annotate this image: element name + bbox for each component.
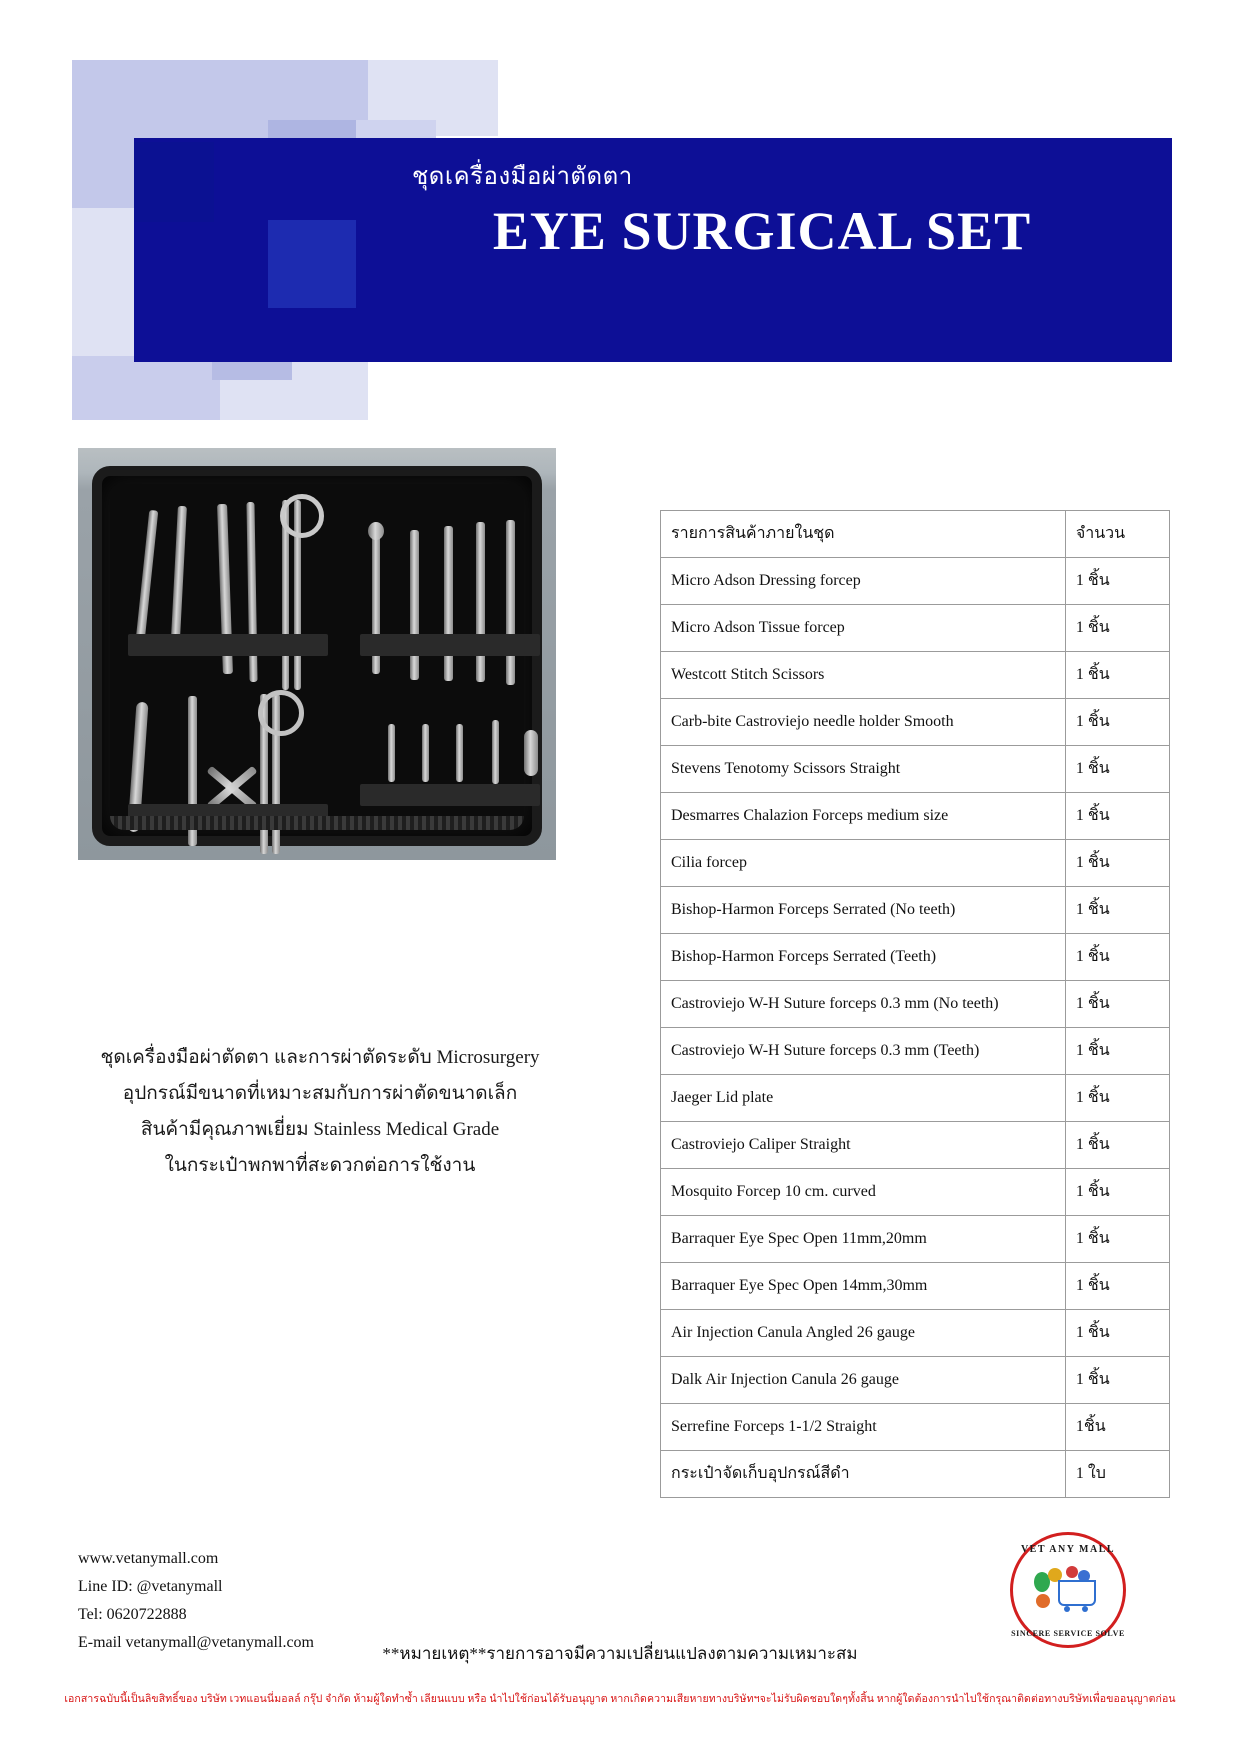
item-qty: 1 ชิ้น: [1065, 981, 1169, 1028]
item-qty: 1 ชิ้น: [1065, 558, 1169, 605]
logo-artwork: [1032, 1566, 1104, 1612]
item-name: Castroviejo W-H Suture forceps 0.3 mm (No teeth): [661, 981, 1066, 1028]
footer-line-id: Line ID: @vetanymall: [78, 1578, 223, 1595]
footer-email[interactable]: E-mail vetanymall@vetanymall.com: [78, 1634, 314, 1651]
description-line-1: ชุดเครื่องมือผ่าตัดตา และการผ่าตัดระดับ Microsurgery: [100, 1047, 540, 1068]
item-qty: 1 ชิ้น: [1065, 652, 1169, 699]
table-row: [661, 934, 1170, 981]
table-header-qty: จำนวน: [1065, 511, 1169, 558]
description-line-3: สินค้ามีคุณภาพเยี่ยม Stainless Medical Grade: [140, 1119, 500, 1141]
item-name: Dalk Air Injection Canula 26 gauge: [661, 1357, 1066, 1404]
description-line-2: อุปกรณ์มีขนาดที่เหมาะสมกับการผ่าตัดขนาดเล็ก: [122, 1083, 518, 1105]
item-name: Desmarres Chalazion Forceps medium size: [661, 793, 1066, 840]
table-row: [661, 746, 1170, 793]
copyright-disclaimer: เอกสารฉบับนี้เป็นลิขสิทธิ์ของ บริษัท เวทแอนนี่มอลล์ กรุ๊ป จำกัด ห้ามผู้ใดทำซ้ำ เลียนแบบ หรือ นำไปใช้ก่อนได้รับอนุญาต หากเกิดความเสียหายทางบริษัทฯจะไม่รับผิดชอบใดๆทั้งสิ้น หากผู้ใดต้องการนำไปใช้กรุณาติดต่อทางบริษัทเพื่อขออนุญาตก่อน: [64, 1694, 1176, 1705]
item-qty: 1ชิ้น: [1065, 1404, 1169, 1451]
table-header-row: [661, 511, 1170, 558]
page-title: EYE SURGICAL SET: [492, 201, 1032, 261]
item-name: Air Injection Canula Angled 26 gauge: [661, 1310, 1066, 1357]
shopping-cart-icon: [1058, 1580, 1096, 1606]
table-row: [661, 1075, 1170, 1122]
table-row: [661, 1451, 1170, 1498]
item-name: Castroviejo W-H Suture forceps 0.3 mm (Teeth): [661, 1028, 1066, 1075]
decorative-square: [72, 356, 220, 420]
description-line-4: ในกระเป๋าพกพาที่สะดวกต่อการใช้งาน: [164, 1155, 476, 1177]
table-row: [661, 1122, 1170, 1169]
table-row: [661, 1263, 1170, 1310]
product-photo: [78, 448, 556, 860]
items-table: [660, 510, 1170, 1498]
item-qty: 1 ชิ้น: [1065, 887, 1169, 934]
item-name: Barraquer Eye Spec Open 11mm,20mm: [661, 1216, 1066, 1263]
item-qty: 1 ชิ้น: [1065, 840, 1169, 887]
table-row: [661, 1216, 1170, 1263]
item-name: Micro Adson Tissue forcep: [661, 605, 1066, 652]
case-zipper: [110, 816, 524, 830]
item-qty: 1 ชิ้น: [1065, 1075, 1169, 1122]
item-qty: 1 ชิ้น: [1065, 1310, 1169, 1357]
company-logo: [1010, 1532, 1126, 1648]
item-name: Jaeger Lid plate: [661, 1075, 1066, 1122]
decorative-square-dark: [134, 142, 214, 222]
table-row: [661, 1169, 1170, 1216]
item-name: กระเป๋าจัดเก็บอุปกรณ์สีดำ: [661, 1451, 1066, 1498]
heart-icon: [1066, 1566, 1078, 1578]
item-name: Castroviejo Caliper Straight: [661, 1122, 1066, 1169]
item-qty: 1 ชิ้น: [1065, 605, 1169, 652]
item-qty: 1 ชิ้น: [1065, 1169, 1169, 1216]
logo-top-text: VET ANY MALL: [1020, 1544, 1116, 1555]
item-name: Barraquer Eye Spec Open 14mm,30mm: [661, 1263, 1066, 1310]
table-row: [661, 1404, 1170, 1451]
table-row: [661, 605, 1170, 652]
item-name: Bishop-Harmon Forceps Serrated (No teeth): [661, 887, 1066, 934]
logo-bottom-text: SINCERE SERVICE SOLVE: [1011, 1629, 1125, 1638]
item-name: Mosquito Forcep 10 cm. curved: [661, 1169, 1066, 1216]
product-description: [60, 1040, 580, 1184]
item-name: Carb-bite Castroviejo needle holder Smooth: [661, 699, 1066, 746]
table-row: [661, 1357, 1170, 1404]
footer-telephone: Tel: 0620722888: [78, 1606, 187, 1623]
instrument-case: [92, 466, 542, 846]
item-name: Bishop-Harmon Forceps Serrated (Teeth): [661, 934, 1066, 981]
item-name: Micro Adson Dressing forcep: [661, 558, 1066, 605]
table-row: [661, 558, 1170, 605]
table-row: [661, 699, 1170, 746]
item-qty: 1 ชิ้น: [1065, 1216, 1169, 1263]
cat-icon: [1036, 1594, 1050, 1608]
items-table-wrapper: [660, 510, 1170, 1498]
table-row: [661, 1028, 1170, 1075]
table-row: [661, 652, 1170, 699]
table-row: [661, 840, 1170, 887]
item-qty: 1 ชิ้น: [1065, 793, 1169, 840]
item-name: Serrefine Forceps 1-1/2 Straight: [661, 1404, 1066, 1451]
table-body: [661, 558, 1170, 1498]
footer-note: **หมายเหตุ**รายการอาจมีความเปลี่ยนแปลงตามความเหมาะสม: [382, 1644, 858, 1663]
item-qty: 1 ชิ้น: [1065, 1122, 1169, 1169]
item-qty: 1 ชิ้น: [1065, 934, 1169, 981]
decorative-square-dark: [268, 220, 356, 308]
table-row: [661, 981, 1170, 1028]
item-qty: 1 ชิ้น: [1065, 699, 1169, 746]
footer-website[interactable]: www.vetanymall.com: [78, 1550, 219, 1567]
item-qty: 1 ชิ้น: [1065, 1263, 1169, 1310]
item-qty: 1 ชิ้น: [1065, 746, 1169, 793]
item-qty: 1 ชิ้น: [1065, 1028, 1169, 1075]
item-qty: 1 ชิ้น: [1065, 1357, 1169, 1404]
table-row: [661, 1310, 1170, 1357]
banner-thai-subtitle: ชุดเครื่องมือผ่าตัดตา: [412, 164, 633, 190]
item-qty: 1 ใบ: [1065, 1451, 1169, 1498]
case-interior: [110, 484, 524, 828]
table-header-item: รายการสินค้าภายในชุด: [661, 511, 1066, 558]
table-row: [661, 887, 1170, 934]
item-name: Westcott Stitch Scissors: [661, 652, 1066, 699]
table-row: [661, 793, 1170, 840]
item-name: Stevens Tenotomy Scissors Straight: [661, 746, 1066, 793]
header-banner: [72, 60, 1172, 420]
item-name: Cilia forcep: [661, 840, 1066, 887]
